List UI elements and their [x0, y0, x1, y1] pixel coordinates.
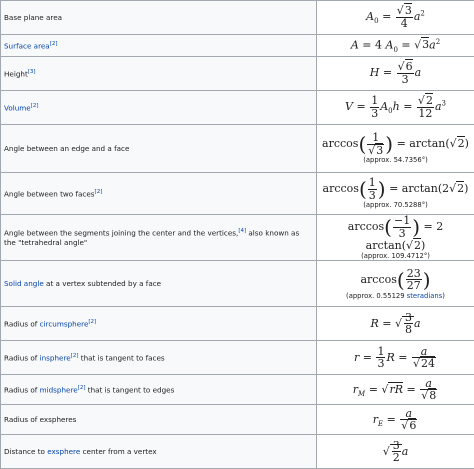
citation[interactable]: [2] [71, 353, 79, 359]
link-steradians[interactable]: steradians [407, 292, 443, 300]
formula-edge-face-angle: arccos( $\frac{1}{√3}$ ) = arctan(√2) (approx. 54.7356°) [317, 125, 474, 173]
formula-midradius: $r_M = √rR$ = $\frac{a}{√8}$ [317, 375, 474, 405]
approx-value: (approx. 109.4712°) [320, 252, 471, 260]
citation[interactable]: [2] [88, 319, 96, 325]
row-label-text: Height [4, 69, 28, 78]
row-label-text: Angle between two faces [4, 189, 95, 198]
row-label-text: Radius of [4, 385, 40, 394]
row-label [1, 91, 317, 125]
link-surface-area[interactable]: Surface area [4, 41, 50, 50]
row-label-tail: center from a vertex [80, 447, 156, 456]
formula-solid-angle: arccos( $\frac{23}{27}$ ) (approx. 0.55129 steradians) [317, 261, 474, 307]
row-label-tail: at a vertex subtended by a face [44, 279, 161, 288]
row-label-tail: also known as the "tetrahedral angle" [4, 228, 299, 246]
row-label [1, 341, 317, 375]
row-label-text: Distance to [4, 447, 47, 456]
citation[interactable]: [2] [31, 103, 39, 109]
formula-base-area: $A_0$ = $\frac{√3}{4}$ $a^2$ [317, 1, 474, 35]
row-label [1, 405, 317, 435]
approx-text-end: ) [442, 292, 445, 300]
table-row [1, 125, 474, 173]
row-label [1, 1, 317, 35]
table-row [1, 1, 474, 35]
row-label-text: Radius of [4, 319, 40, 328]
formula-inradius: r = $\frac{1}{3}$ R = $\frac{a}{√24}$ [317, 341, 474, 375]
row-label [1, 435, 317, 469]
formula-surface-area: A = 4 $A_0 = √3a^2$ [317, 35, 474, 57]
row-label-tail: that is tangent to faces [78, 353, 164, 362]
table-row [1, 341, 474, 375]
formula-height: H = $\frac{√6}{3}$ a [317, 57, 474, 91]
row-label-text: Radius of [4, 353, 40, 362]
approx-value [320, 292, 471, 300]
row-label [1, 307, 317, 341]
row-label [1, 375, 317, 405]
table-row [1, 215, 474, 261]
approx-text: (approx. 0.55129 [346, 292, 407, 300]
table-row [1, 435, 474, 469]
link-circumsphere[interactable]: circumsphere [40, 319, 89, 328]
row-label [1, 261, 317, 307]
citation[interactable]: [3] [28, 69, 36, 75]
formula-dihedral-angle: arccos( $\frac{1}{3}$ ) = arctan(2√2) (approx. 70.5288°) [317, 173, 474, 215]
row-label [1, 35, 317, 57]
citation[interactable]: [2] [78, 385, 86, 391]
formula-exradius: $r_E$ = $\frac{a}{√6}$ [317, 405, 474, 435]
approx-value: (approx. 54.7356°) [320, 156, 471, 164]
link-volume[interactable]: Volume [4, 103, 31, 112]
formula-circumradius: R = √ $\frac{3}{8}$ a [317, 307, 474, 341]
link-exsphere[interactable]: exsphere [47, 447, 80, 456]
table-row [1, 57, 474, 91]
row-label-text: Angle between the segments joining the center and the vertices, [4, 228, 238, 237]
link-midsphere[interactable]: midsphere [40, 385, 78, 394]
table-row [1, 405, 474, 435]
table-row [1, 307, 474, 341]
row-label [1, 57, 317, 91]
citation[interactable]: [2] [50, 41, 58, 47]
formula-tetrahedral-angle: arccos( $\frac{-1}{3}$ ) = 2 arctan(√2) (approx. 109.4712°) [317, 215, 474, 261]
table-row [1, 375, 474, 405]
table-row [1, 261, 474, 307]
citation[interactable]: [4] [238, 228, 246, 234]
table-row [1, 173, 474, 215]
link-insphere[interactable]: insphere [40, 353, 71, 362]
approx-value: (approx. 70.5288°) [320, 201, 471, 209]
row-label-tail: that is tangent to edges [85, 385, 174, 394]
formula-exsphere-distance: √ $\frac{3}{2}$ a [317, 435, 474, 469]
row-label-text: Base plane area [4, 13, 62, 22]
row-label [1, 215, 317, 261]
row-label-text: Angle between an edge and a face [4, 144, 129, 153]
table-row [1, 91, 474, 125]
row-label [1, 173, 317, 215]
row-label [1, 125, 317, 173]
link-solid-angle[interactable]: Solid angle [4, 279, 44, 288]
table-row [1, 35, 474, 57]
formula-volume: V = $\frac{1}{3}$ $A_0h$ = $\frac{√2}{12}$ $a^3$ [317, 91, 474, 125]
citation[interactable]: [2] [95, 189, 103, 195]
row-label-text: Radius of exspheres [4, 415, 76, 424]
